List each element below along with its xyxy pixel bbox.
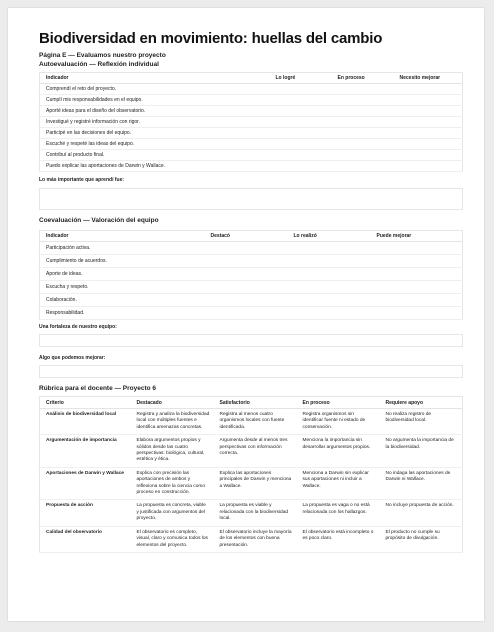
table-row — [40, 467, 463, 500]
rubric-cell: Registra y analiza la biodiversidad local con múltiples fuentes e identifica amenazas concretas. — [131, 409, 214, 435]
table-row — [40, 150, 463, 161]
learned-prompt: Lo más importante que aprendí fue: — [39, 177, 125, 183]
rubric-table — [39, 396, 463, 553]
table-row — [40, 294, 463, 307]
document-page — [8, 8, 484, 621]
page-label: Página E — Evaluamos nuestro proyecto — [39, 52, 166, 59]
rubric-cell: El observatorio es completo, visual, claro y comunica todos los elementos del proyecto. — [131, 526, 214, 552]
table-row — [40, 128, 463, 139]
criterion-cell: Aportaciones de Darwin y Wallace — [40, 467, 131, 500]
criterion-cell: Calidad del observatorio — [40, 526, 131, 552]
rubric-cell: No argumenta la importancia de la biodiversidad. — [380, 435, 463, 468]
indicator-cell: Colaboración. — [40, 294, 463, 307]
table-row — [40, 281, 463, 294]
rubric-cell: El observatorio está incompleto o es poco claro. — [297, 526, 380, 552]
column-header: Lo realizó — [288, 231, 371, 242]
table-row — [40, 435, 463, 468]
indicator-cell: Investigué y registré información con rigor. — [40, 117, 463, 128]
criterion-cell: Argumentación de importancia — [40, 435, 131, 468]
improve-answer-box[interactable] — [39, 365, 463, 378]
rubric-cell: Registra al menos cuatro organismos locales con fuente identificada. — [214, 409, 297, 435]
table-row — [40, 268, 463, 281]
indicator-cell: Escucha y respeto. — [40, 281, 463, 294]
indicator-cell: Participé en las decisiones del equipo. — [40, 128, 463, 139]
table-row — [40, 161, 463, 172]
table-row — [40, 500, 463, 526]
strength-answer-box[interactable] — [39, 334, 463, 347]
rubric-cell: Elabora argumentos propios y sólidos desde las cuatro perspectivas: biológica, cultural, estética y ética. — [131, 435, 214, 468]
rubric-cell: No incluye propuesta de acción. — [380, 500, 463, 526]
table-row — [40, 84, 463, 95]
rubric-cell: No realiza registro de biodiversidad local. — [380, 409, 463, 435]
table-header-row — [40, 231, 463, 242]
column-header: En proceso — [297, 397, 380, 409]
column-header: Puede mejorar — [371, 231, 463, 242]
table-row — [40, 526, 463, 552]
self-eval-table — [39, 72, 463, 172]
table-header-row — [40, 73, 463, 84]
rubric-cell: No indaga las aportaciones de Darwin ni Wallace. — [380, 467, 463, 500]
indicator-cell: Aporté ideas para el diseño del observatorio. — [40, 106, 463, 117]
rubric-heading: Rúbrica para el docente — Proyecto 6 — [39, 385, 157, 392]
rubric-cell: La propuesta es viable y relacionada con la biodiversidad local. — [214, 500, 297, 526]
page-title: Biodiversidad en movimiento: huellas del cambio — [39, 30, 383, 47]
table-row — [40, 255, 463, 268]
indicator-cell: Participación activa. — [40, 242, 463, 255]
table-row — [40, 307, 463, 320]
coeval-table — [39, 230, 463, 320]
column-header: Indicador — [40, 73, 270, 84]
column-header: Satisfactorio — [214, 397, 297, 409]
learned-answer-box[interactable] — [39, 188, 463, 210]
improve-prompt: Algo que podemos mejorar: — [39, 355, 106, 361]
indicator-cell: Comprendí el reto del proyecto. — [40, 84, 463, 95]
indicator-cell: Cumplimiento de acuerdos. — [40, 255, 463, 268]
column-header: Lo logré — [270, 73, 332, 84]
table-row — [40, 106, 463, 117]
indicator-cell: Escuché y respeté las ideas del equipo. — [40, 139, 463, 150]
rubric-cell: Registra organismos sin identificar fuente ni estado de conservación. — [297, 409, 380, 435]
table-row — [40, 409, 463, 435]
rubric-cell: Explica con precisión las aportaciones de ambos y reflexiona sobre la ciencia como proceso en construcción. — [131, 467, 214, 500]
column-header: Destacó — [205, 231, 288, 242]
indicator-cell: Contribuí al producto final. — [40, 150, 463, 161]
rubric-cell: Explica las aportaciones principales de Darwin y menciona a Wallace. — [214, 467, 297, 500]
column-header: Criterio — [40, 397, 131, 409]
page-content — [39, 30, 463, 553]
indicator-cell: Puedo explicar las aportaciones de Darwin y Wallace. — [40, 161, 463, 172]
indicator-cell: Responsabilidad. — [40, 307, 463, 320]
rubric-cell: La propuesta es vaga o no está relacionada con los hallazgos. — [297, 500, 380, 526]
rubric-cell: El observatorio incluye la mayoría de los elementos con buena presentación. — [214, 526, 297, 552]
table-header-row — [40, 397, 463, 409]
column-header: Destacado — [131, 397, 214, 409]
self-eval-heading: Autoevaluación — Reflexión individual — [39, 61, 159, 68]
rubric-cell: Menciona la importancia sin desarrollar argumentos propios. — [297, 435, 380, 468]
coeval-heading: Coevaluación — Valoración del equipo — [39, 217, 159, 224]
criterion-cell: Análisis de biodiversidad local — [40, 409, 131, 435]
column-header: En proceso — [332, 73, 394, 84]
table-row — [40, 242, 463, 255]
column-header: Indicador — [40, 231, 205, 242]
table-row — [40, 117, 463, 128]
rubric-cell: El producto no cumple su propósito de divulgación. — [380, 526, 463, 552]
criterion-cell: Propuesta de acción — [40, 500, 131, 526]
indicator-cell: Aporte de ideas. — [40, 268, 463, 281]
indicator-cell: Cumplí mis responsabilidades en el equipo. — [40, 95, 463, 106]
rubric-cell: Menciona a Darwin sin explicar sus aportaciones ni incluir a Wallace. — [297, 467, 380, 500]
table-row — [40, 139, 463, 150]
rubric-cell: Argumenta desde al menos tres perspectivas con información correcta. — [214, 435, 297, 468]
table-row — [40, 95, 463, 106]
strength-prompt: Una fortaleza de nuestro equipo: — [39, 324, 117, 330]
column-header: Necesito mejorar — [394, 73, 463, 84]
rubric-cell: La propuesta es concreta, viable y justificada con argumentos del proyecto. — [131, 500, 214, 526]
column-header: Requiere apoyo — [380, 397, 463, 409]
